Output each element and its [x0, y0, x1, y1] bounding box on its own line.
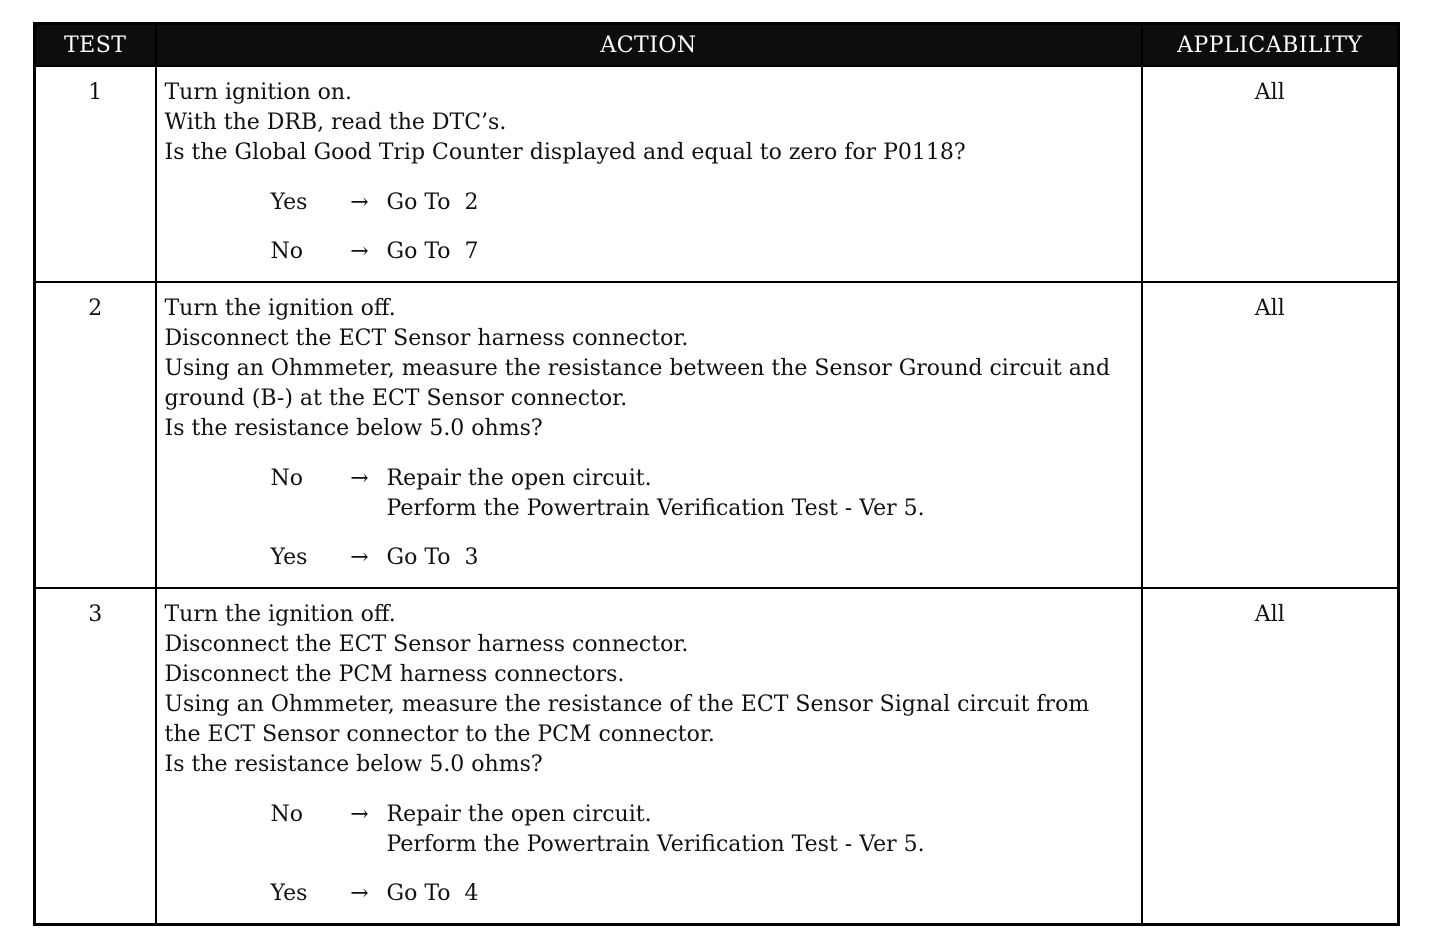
- outcome-result-line: Go To 2: [386, 190, 479, 215]
- outcome-answer: No: [270, 466, 303, 491]
- table-row: [35, 588, 1399, 925]
- action-step: Disconnect the ECT Sensor harness connector.: [164, 632, 689, 657]
- action-step: Disconnect the PCM harness connectors.: [164, 662, 625, 687]
- action-step: Is the resistance below 5.0 ohms?: [164, 416, 543, 441]
- action-step: With the DRB, read the DTC’s.: [164, 110, 507, 135]
- outcome-no: [165, 800, 1135, 860]
- test-number: 3: [35, 588, 156, 925]
- right-arrow-icon: →: [350, 881, 369, 906]
- table-row: [35, 66, 1399, 282]
- outcome-yes: [165, 188, 1135, 218]
- table-header-row: [35, 24, 1399, 67]
- outcome-result: [387, 464, 1135, 524]
- outcome-result: [387, 237, 1135, 267]
- outcome-result-line: Perform the Powertrain Verification Test - Ver 5.: [386, 496, 925, 521]
- header-test: TEST: [35, 24, 156, 67]
- action-step: Disconnect the ECT Sensor harness connector.: [164, 326, 689, 351]
- diagnostic-test-table: [33, 22, 1400, 926]
- outcome-list: [165, 464, 1135, 573]
- outcome-result: [387, 879, 1135, 909]
- right-arrow-icon: →: [350, 239, 369, 264]
- outcome-result-line: Repair the open circuit.: [386, 466, 652, 491]
- table-row: [35, 282, 1399, 588]
- applicability-value: All: [1142, 588, 1399, 925]
- outcome-answer: No: [270, 239, 303, 264]
- right-arrow-icon: →: [350, 466, 369, 491]
- outcome-yes: [165, 543, 1135, 573]
- outcome-result-line: Repair the open circuit.: [386, 802, 652, 827]
- right-arrow-icon: →: [350, 802, 369, 827]
- action-step: Turn the ignition off.: [164, 296, 396, 321]
- action-step: the ECT Sensor connector to the PCM connector.: [164, 722, 715, 747]
- action-step: Is the Global Good Trip Counter displayed and equal to zero for P0118?: [164, 140, 966, 165]
- applicability-value: All: [1142, 66, 1399, 282]
- outcome-result-line: Go To 7: [386, 239, 479, 264]
- outcome-list: [165, 800, 1135, 909]
- outcome-answer: Yes: [270, 190, 308, 215]
- action-step: Turn ignition on.: [164, 80, 353, 105]
- action-cell: [156, 588, 1142, 925]
- outcome-answer: Yes: [270, 881, 308, 906]
- test-number: 2: [35, 282, 156, 588]
- action-cell: [156, 66, 1142, 282]
- outcome-result-line: Perform the Powertrain Verification Test - Ver 5.: [386, 832, 925, 857]
- action-step: ground (B-) at the ECT Sensor connector.: [164, 386, 628, 411]
- outcome-yes: [165, 879, 1135, 909]
- header-action: ACTION: [156, 24, 1142, 67]
- action-cell: [156, 282, 1142, 588]
- outcome-no: [165, 237, 1135, 267]
- outcome-answer: Yes: [270, 545, 308, 570]
- outcome-list: [165, 188, 1135, 267]
- outcome-result: [387, 800, 1135, 860]
- action-step: Is the resistance below 5.0 ohms?: [164, 752, 543, 777]
- action-step: Using an Ohmmeter, measure the resistance between the Sensor Ground circuit and: [164, 356, 1111, 381]
- outcome-result: [387, 543, 1135, 573]
- applicability-value: All: [1142, 282, 1399, 588]
- right-arrow-icon: →: [350, 545, 369, 570]
- action-step: Turn the ignition off.: [164, 602, 396, 627]
- test-number: 1: [35, 66, 156, 282]
- outcome-result-line: Go To 4: [386, 881, 479, 906]
- outcome-result-line: Go To 3: [386, 545, 479, 570]
- outcome-result: [387, 188, 1135, 218]
- right-arrow-icon: →: [350, 190, 369, 215]
- outcome-no: [165, 464, 1135, 524]
- outcome-answer: No: [270, 802, 303, 827]
- header-applicability: APPLICABILITY: [1142, 24, 1399, 67]
- action-step: Using an Ohmmeter, measure the resistance of the ECT Sensor Signal circuit from: [164, 692, 1090, 717]
